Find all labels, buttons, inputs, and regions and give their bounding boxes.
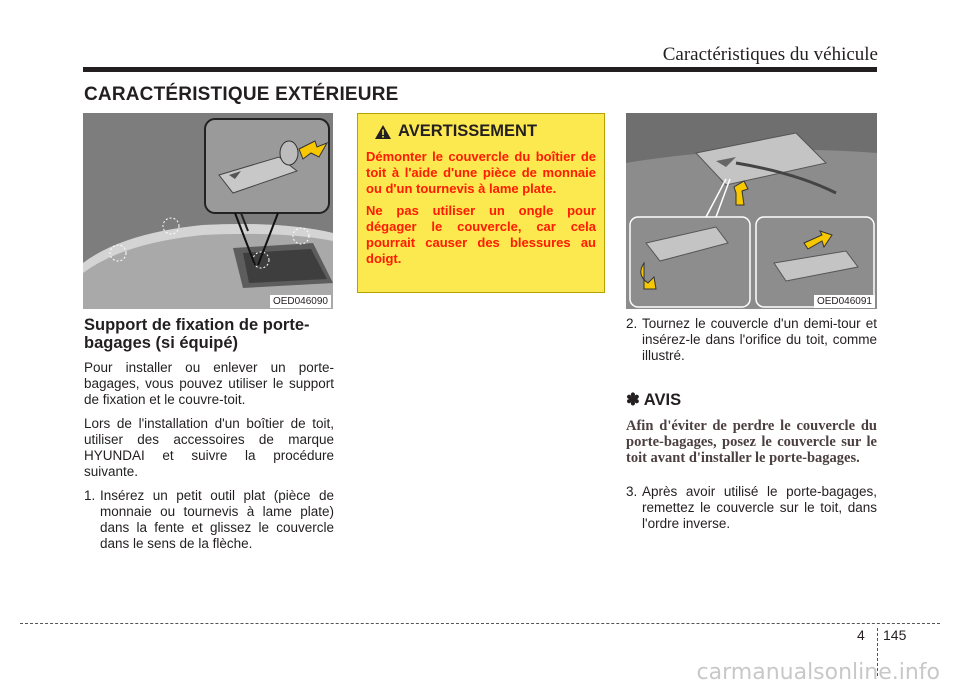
paragraph-install: Lors de l'installation d'un boîtier de toit, utiliser des accessoires de marque HYUNDAI et suivre la procédure suivante. — [84, 416, 334, 479]
right-column — [626, 316, 877, 540]
chapter-number: 4 — [857, 627, 865, 643]
warning-box — [357, 113, 605, 293]
page-number: 145 — [883, 627, 907, 643]
step-text: Insérez un petit outil plat (pièce de monnaie ou tournevis à lame plate) dans la fente et glissez le couvercle dans le sens de la flèche. — [100, 488, 334, 551]
step-text: Tournez le couvercle d'un demi-tour et insérez-le dans l'orifice du toit, comme illustré. — [642, 316, 877, 363]
step-number: 1. — [84, 488, 96, 503]
header-rule — [83, 67, 877, 72]
step-number: 2. — [626, 316, 638, 331]
roof-cover-illustration — [626, 113, 877, 309]
car-roof-illustration — [83, 113, 333, 309]
list-item — [626, 484, 877, 532]
section-title: CARACTÉRISTIQUE EXTÉRIEURE — [84, 84, 399, 105]
step-number: 3. — [626, 484, 638, 499]
left-column — [84, 316, 334, 560]
notice-title: ✽ AVIS — [626, 391, 682, 409]
figure-roof-rack-left — [83, 113, 333, 309]
figure-roof-rack-right — [626, 113, 877, 309]
figure-code-right: OED046091 — [814, 295, 875, 308]
watermark: carmanualsonline.info — [696, 660, 940, 685]
warning-title: AVERTISSEMENT — [398, 122, 538, 140]
step-text: Après avoir utilisé le porte-bagages, remettez le couvercle sur le toit, dans l'ordre inverse. — [642, 484, 877, 531]
warning-para-2: Ne pas utiliser un ongle pour dégager le couvercle, car cela pourrait causer des blessures au doigt. — [366, 203, 596, 266]
notice-text: Afin d'éviter de perdre le couvercle du porte-bagages, posez le couvercle sur le toit avant d'installer le porte-bagages. — [626, 418, 877, 466]
footer-rule — [20, 623, 940, 624]
warning-triangle-icon — [374, 124, 392, 140]
paragraph-intro: Pour installer ou enlever un porte-bagages, vous pouvez utiliser le support de fixation et le couvre-toit. — [84, 360, 334, 407]
warning-para-1: Démonter le couvercle du boîtier de toit à l'aide d'une pièce de monnaie ou d'un tournevis à lame plate. — [366, 149, 596, 196]
warning-header — [374, 122, 596, 141]
subsection-heading: Support de fixation de porte-bagages (si équipé) — [84, 316, 310, 352]
list-item — [626, 316, 877, 364]
figure-code-left: OED046090 — [270, 295, 331, 308]
list-item — [84, 488, 334, 552]
chapter-title: Caractéristiques du véhicule — [662, 44, 878, 65]
